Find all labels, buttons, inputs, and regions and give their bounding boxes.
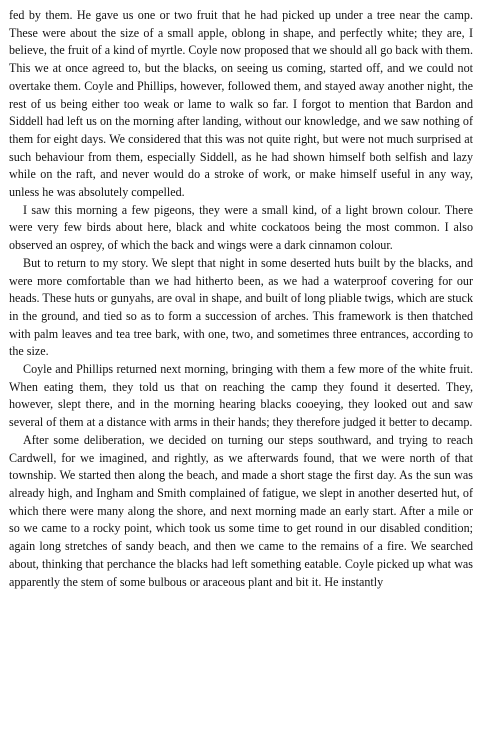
paragraph-pigeons: I saw this morning a few pigeons, they were a small kind, of a light brown colour. There were very few birds about here, black and white cockatoos being the most common. I also observed an osprey, of which the back and wings were a dark cinnamon colour. <box>9 202 473 253</box>
paragraph-return: Coyle and Phillips returned next morning, bringing with them a few more of the white fruit. When eating them, they told us that on reaching the camp they found it deserted. They, however, slept there, and in the morning hearing blacks cooeying, they looked out and saw several of them at a distance with arms in their hands; they therefore judged it better to decamp. <box>9 362 473 430</box>
paragraph-continuation: fed by them. He gave us one or two fruit that he had picked up under a tree near the camp. These were about the size of a small apple, oblong in shape, and perfectly white; they are, I believe, the fruit of a kind of myrtle. Coyle now proposed that we should all go back with them. This we at once agreed to, but the blacks, on seeing us coming, started off, and we could not overtake them. Coyle and Phillips, however, followed them, and stayed away another night, the rest of us being either too weak or lame to walk so far. I forgot to mention that Bardon and Siddell had left us on the morning after landing, without our knowledge, and we saw nothing of them for eight days. We considered that this was not quite right, but were not much surprised at such behaviour from them, especially Siddell, as he had shown himself both selfish and lazy while on the raft, and never would do a stroke of work, or make himself useful in any way, unless he was absolutely compelled. <box>9 8 473 200</box>
paragraph-huts: But to return to my story. We slept that night in some deserted huts built by the blacks, and were more comfortable than we had hitherto been, as we had a waterproof covering for our heads. These huts or gunyahs, are oval in shape, and built of long pliable twigs, which are stuck in the ground, and tied so as to form a succession of arches. This framework is then thatched with palm leaves and tea tree bark, with one, two, and sometimes three entrances, according to the size. <box>9 255 473 359</box>
book-page <box>9 7 473 591</box>
paragraph-southward: After some deliberation, we decided on turning our steps southward, and trying to reach Cardwell, for we imagined, and rightly, as we afterwards found, that we were north of that township. We started then along the beach, and made a short stage the first day. As the sun was already high, and Ingham and Smith complained of fatigue, we slept in another deserted hut, of which there were many along the shore, and next morning made an early start. After a mile or so we came to a rocky point, which took us some time to get round in our disabled condition; again long stretches of sandy beach, and then we came to the remains of a fire. We searched about, thinking that perchance the blacks had left something eatable. Coyle picked up what was apparently the stem of some bulbous or araceous plant and bit it. He instantly <box>9 432 473 589</box>
